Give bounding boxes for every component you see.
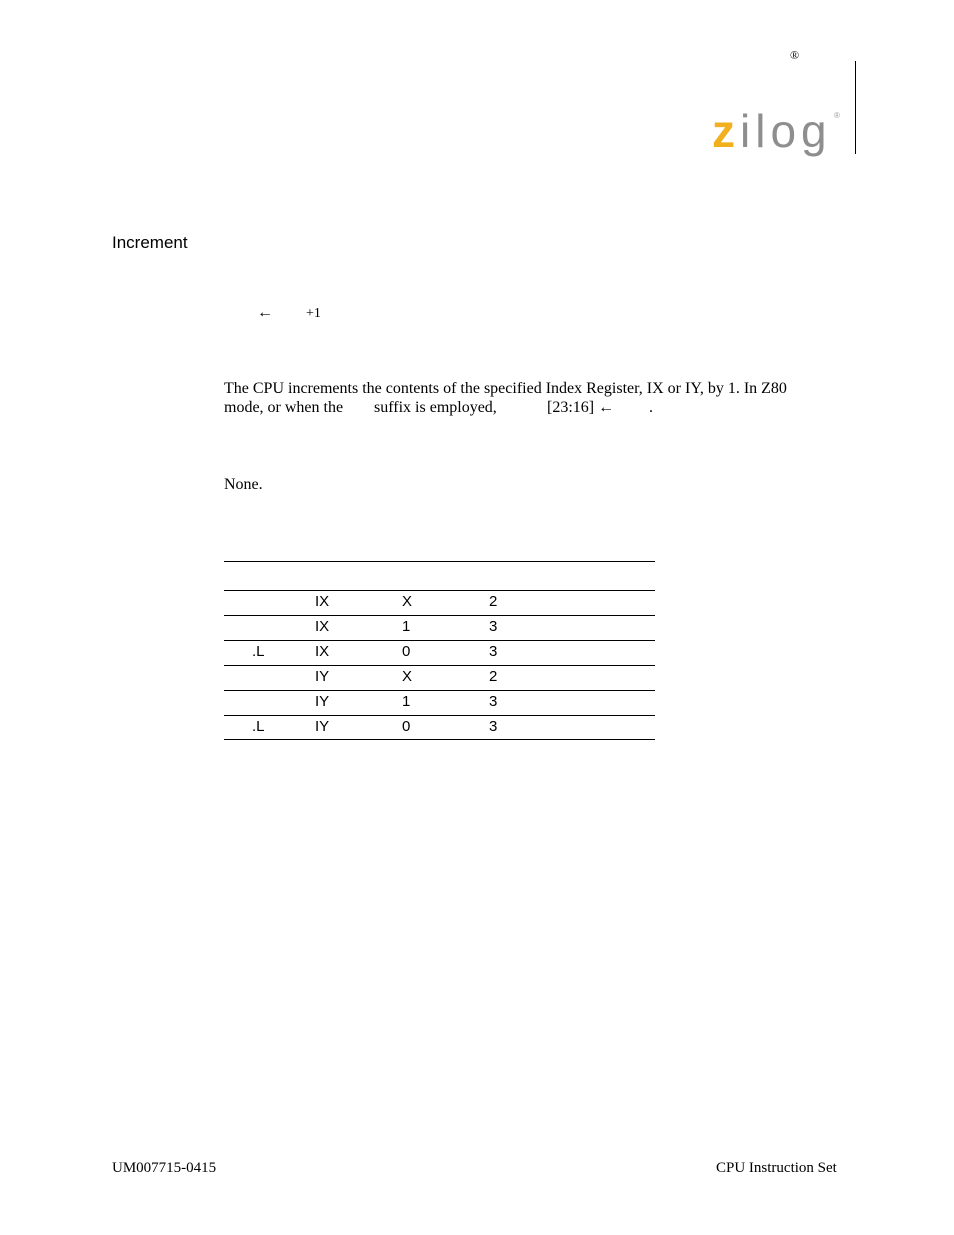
cell-register: IY [315,718,330,735]
cell-suffix: .L [252,643,265,660]
cell-adl: 1 [402,618,411,635]
table-row-rule [224,690,655,691]
table-header-rule [224,590,655,591]
cell-cycles: 2 [489,668,498,685]
description-fragment-mode: mode, or when the [224,399,344,416]
description-line-2 [224,399,664,419]
cell-cycles: 3 [489,618,498,635]
description-fragment-register: [23:16] ← [547,399,615,416]
logo-registered-mark: ® [834,111,840,120]
section-title: Increment [112,233,188,252]
table-bottom-rule [224,739,655,740]
cell-register: IY [315,668,330,685]
logo-letters: ilog [740,105,832,157]
cell-suffix: .L [252,718,265,735]
cell-register: IX [315,593,330,610]
registered-mark: ® [790,48,800,62]
cell-adl: 0 [402,643,411,660]
description-fragment-suffix: suffix is employed, [374,399,497,416]
cell-cycles: 3 [489,718,498,735]
description-line-1: The CPU increments the contents of the specified Index Register, IX or IY, by 1. In Z80 [224,380,787,397]
footer-section-name: CPU Instruction Set [716,1160,837,1176]
header-divider [855,61,856,154]
cell-adl: 0 [402,718,411,735]
cell-register: IY [315,693,330,710]
assign-arrow: ← [257,304,273,321]
table-row-rule [224,665,655,666]
cell-adl: X [402,668,413,685]
table-row-rule [224,715,655,716]
flags-text: None. [224,476,263,493]
cell-register: IX [315,618,330,635]
cell-cycles: 3 [489,643,498,660]
table-row-rule [224,640,655,641]
logo-letter-z: z [712,105,740,157]
cell-register: IX [315,643,330,660]
operation-line [257,304,321,322]
cell-cycles: 2 [489,593,498,610]
cell-cycles: 3 [489,693,498,710]
description-fragment-end: . [649,399,653,416]
table-top-rule [224,561,655,562]
plus-one: +1 [306,306,321,321]
cell-adl: 1 [402,693,411,710]
cell-adl: X [402,593,413,610]
zilog-logo [712,105,852,158]
table-row-rule [224,615,655,616]
footer-doc-id: UM007715-0415 [112,1160,217,1176]
